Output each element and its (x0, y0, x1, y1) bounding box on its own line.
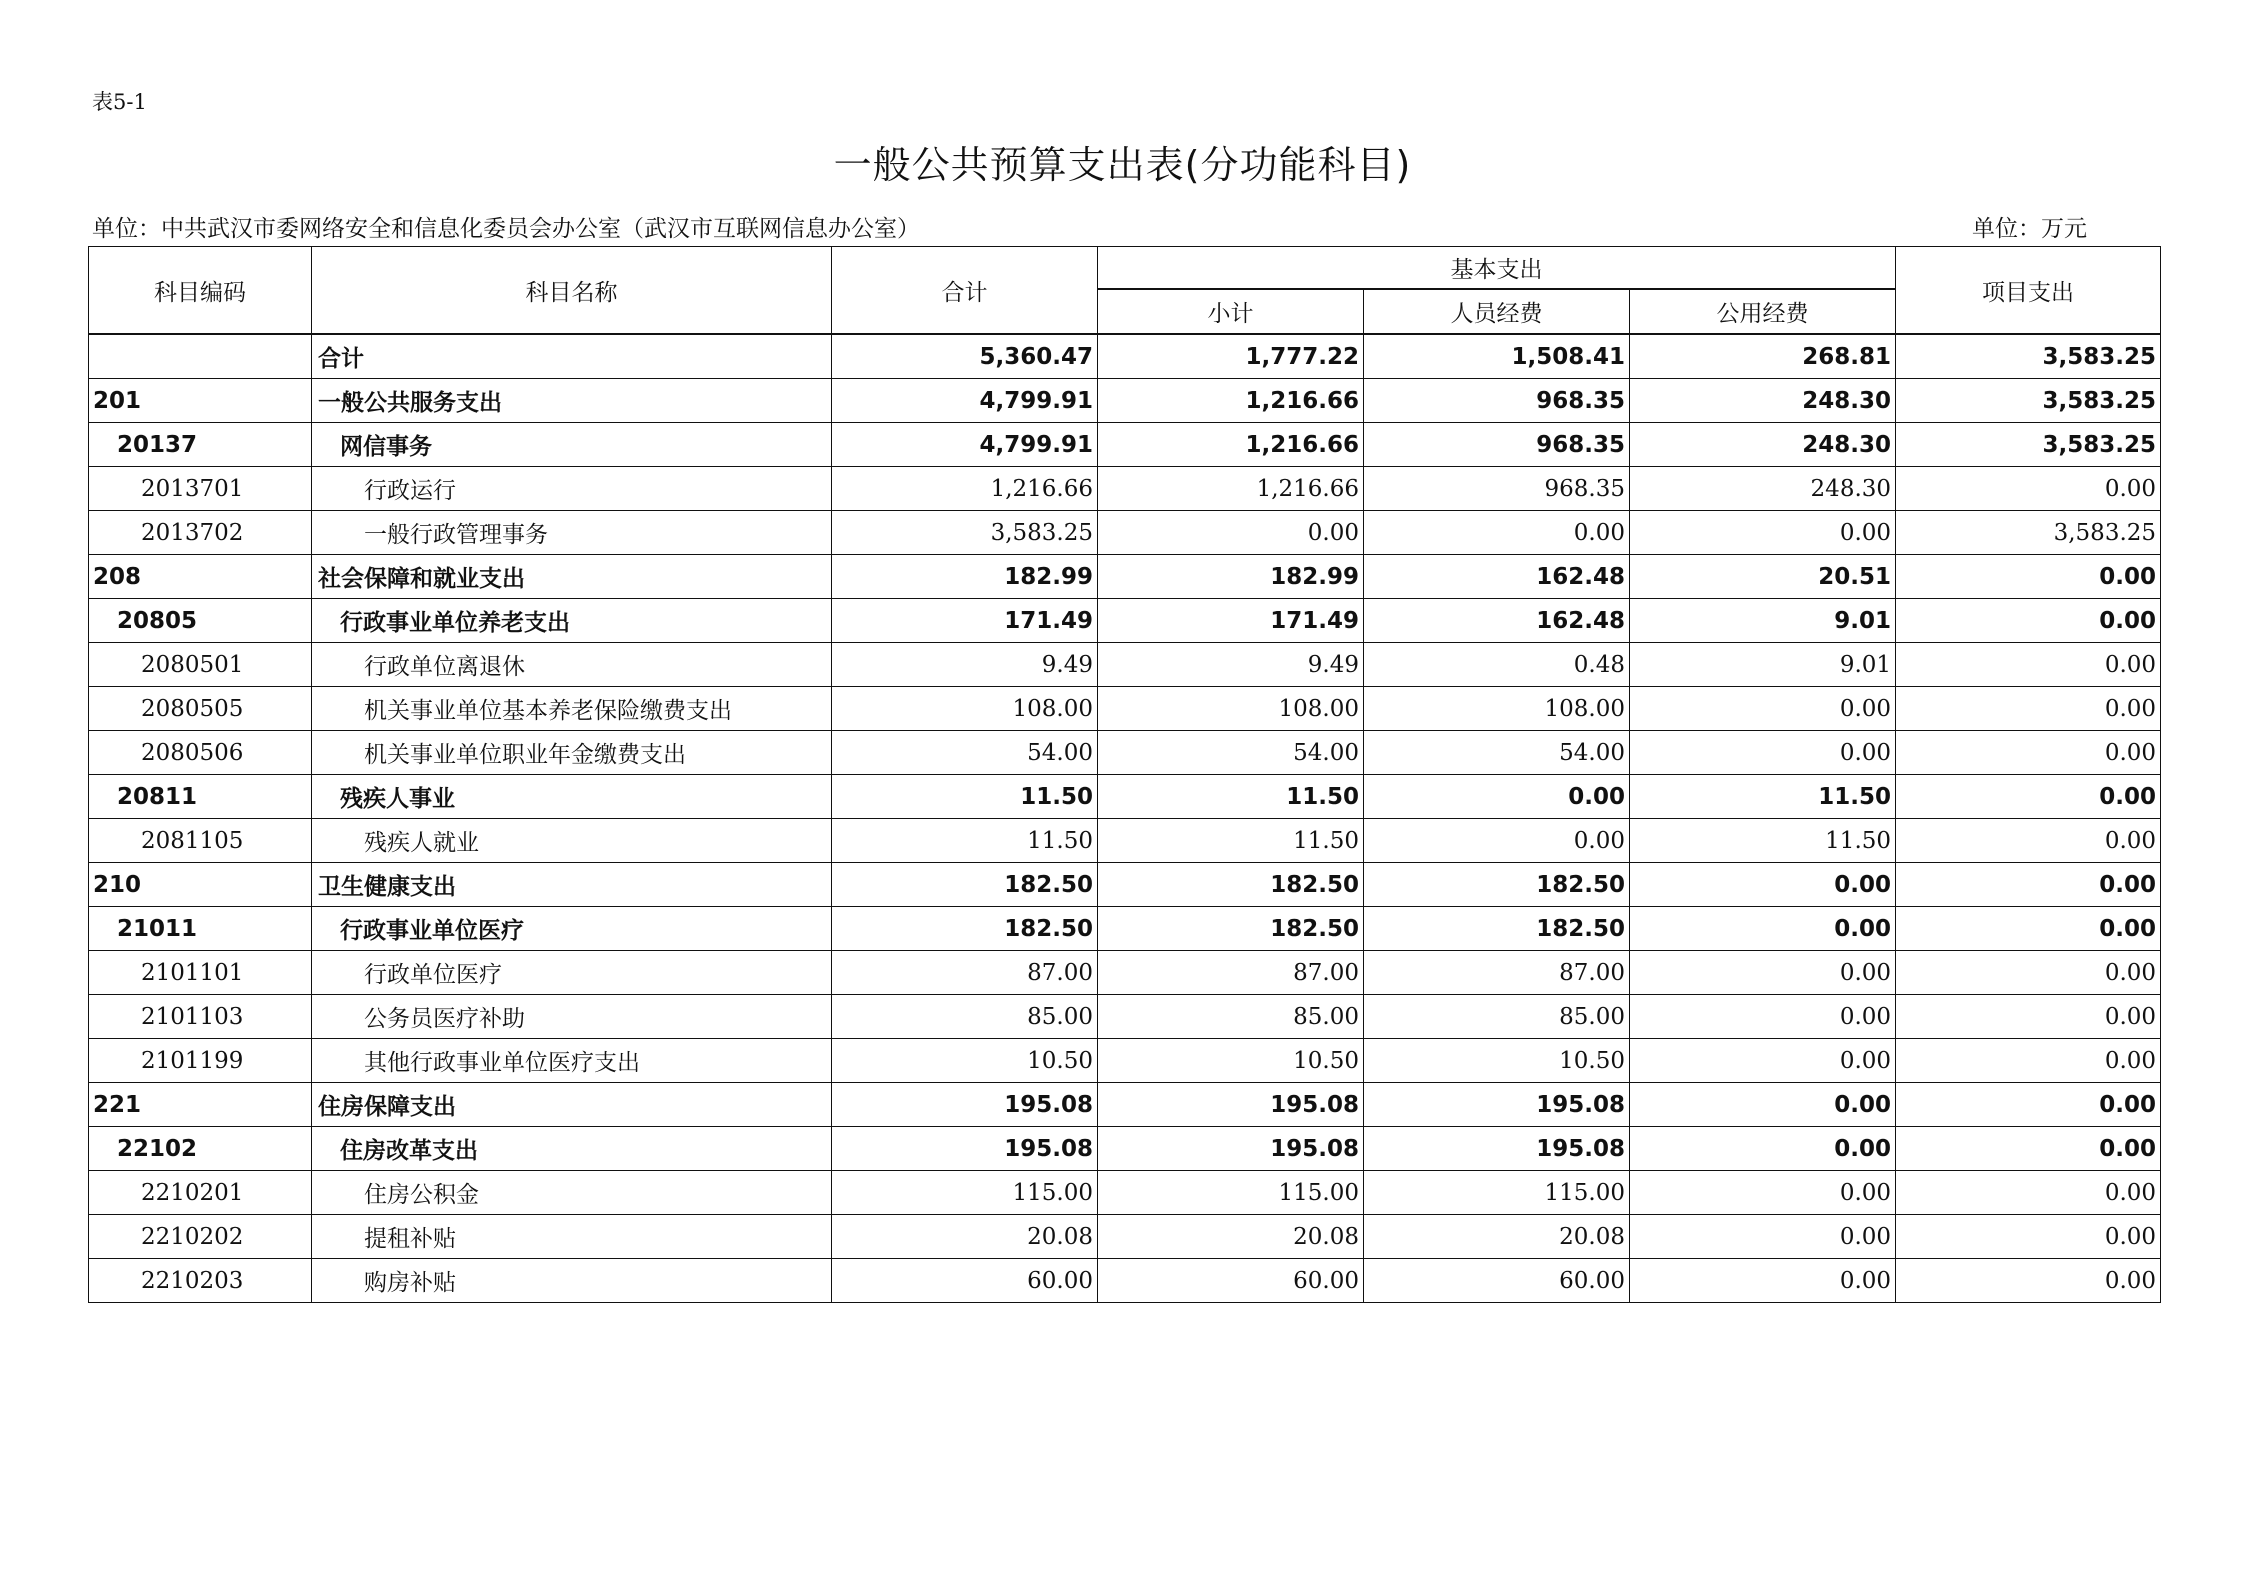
cell-project: 0.00 (1896, 1127, 2161, 1171)
cell-code: 20805 (89, 599, 312, 643)
cell-total: 54.00 (832, 731, 1098, 775)
cell-name: 残疾人就业 (312, 819, 832, 863)
cell-public: 9.01 (1630, 599, 1896, 643)
table-row (89, 467, 2161, 511)
table-number: 表5-1 (92, 90, 147, 114)
cell-name: 残疾人事业 (312, 775, 832, 819)
col-header-personnel: 人员经费 (1364, 289, 1630, 334)
cell-personnel: 115.00 (1364, 1171, 1630, 1215)
cell-name: 住房改革支出 (312, 1127, 832, 1171)
cell-personnel: 87.00 (1364, 951, 1630, 995)
cell-subtotal: 1,216.66 (1098, 379, 1364, 423)
cell-code: 221 (89, 1083, 312, 1127)
cell-public: 0.00 (1630, 951, 1896, 995)
cell-name: 社会保障和就业支出 (312, 555, 832, 599)
table-row (89, 907, 2161, 951)
cell-personnel: 195.08 (1364, 1127, 1630, 1171)
organization-unit: 单位：中共武汉市委网络安全和信息化委员会办公室（武汉市互联网信息办公室） (92, 216, 920, 242)
cell-subtotal: 1,777.22 (1098, 334, 1364, 379)
cell-personnel: 85.00 (1364, 995, 1630, 1039)
cell-subtotal: 195.08 (1098, 1127, 1364, 1171)
cell-name: 一般公共服务支出 (312, 379, 832, 423)
col-header-project: 项目支出 (1896, 247, 2161, 335)
cell-name: 合计 (312, 334, 832, 379)
cell-code: 2080506 (89, 731, 312, 775)
cell-public: 20.51 (1630, 555, 1896, 599)
cell-project: 0.00 (1896, 731, 2161, 775)
cell-total: 1,216.66 (832, 467, 1098, 511)
cell-name: 购房补贴 (312, 1259, 832, 1303)
cell-personnel: 162.48 (1364, 555, 1630, 599)
cell-total: 85.00 (832, 995, 1098, 1039)
table-row (89, 687, 2161, 731)
cell-public: 248.30 (1630, 379, 1896, 423)
cell-total: 182.50 (832, 863, 1098, 907)
cell-name: 行政事业单位医疗 (312, 907, 832, 951)
cell-personnel: 182.50 (1364, 863, 1630, 907)
cell-total: 9.49 (832, 643, 1098, 687)
cell-project: 3,583.25 (1896, 334, 2161, 379)
cell-public: 0.00 (1630, 1083, 1896, 1127)
table-row (89, 555, 2161, 599)
cell-total: 108.00 (832, 687, 1098, 731)
cell-subtotal: 182.50 (1098, 863, 1364, 907)
cell-name: 住房保障支出 (312, 1083, 832, 1127)
cell-personnel: 0.00 (1364, 511, 1630, 555)
table-row (89, 511, 2161, 555)
cell-subtotal: 20.08 (1098, 1215, 1364, 1259)
cell-code: 2081105 (89, 819, 312, 863)
table-row (89, 1039, 2161, 1083)
cell-personnel: 20.08 (1364, 1215, 1630, 1259)
cell-total: 115.00 (832, 1171, 1098, 1215)
cell-total: 182.99 (832, 555, 1098, 599)
table-header (89, 247, 2161, 335)
cell-code: 21011 (89, 907, 312, 951)
cell-project: 0.00 (1896, 819, 2161, 863)
cell-total: 60.00 (832, 1259, 1098, 1303)
table-row (89, 951, 2161, 995)
cell-public: 11.50 (1630, 775, 1896, 819)
cell-code: 2080501 (89, 643, 312, 687)
table-row (89, 643, 2161, 687)
cell-code: 2101101 (89, 951, 312, 995)
cell-personnel: 54.00 (1364, 731, 1630, 775)
cell-subtotal: 9.49 (1098, 643, 1364, 687)
cell-personnel: 60.00 (1364, 1259, 1630, 1303)
cell-subtotal: 87.00 (1098, 951, 1364, 995)
cell-total: 87.00 (832, 951, 1098, 995)
budget-table (88, 246, 2161, 1303)
cell-subtotal: 1,216.66 (1098, 467, 1364, 511)
cell-project: 0.00 (1896, 467, 2161, 511)
cell-code: 20137 (89, 423, 312, 467)
table-row (89, 1215, 2161, 1259)
cell-code: 2210202 (89, 1215, 312, 1259)
cell-name: 一般行政管理事务 (312, 511, 832, 555)
cell-public: 248.30 (1630, 467, 1896, 511)
cell-name: 其他行政事业单位医疗支出 (312, 1039, 832, 1083)
cell-name: 行政单位医疗 (312, 951, 832, 995)
cell-project: 0.00 (1896, 599, 2161, 643)
cell-personnel: 968.35 (1364, 467, 1630, 511)
cell-public: 0.00 (1630, 1259, 1896, 1303)
cell-code: 208 (89, 555, 312, 599)
table-row (89, 819, 2161, 863)
cell-public: 0.00 (1630, 863, 1896, 907)
table-body (89, 334, 2161, 1303)
cell-code: 2101199 (89, 1039, 312, 1083)
table-row (89, 599, 2161, 643)
cell-personnel: 10.50 (1364, 1039, 1630, 1083)
cell-subtotal: 60.00 (1098, 1259, 1364, 1303)
cell-subtotal: 171.49 (1098, 599, 1364, 643)
page-title: 一般公共预算支出表(分功能科目) (833, 143, 1412, 187)
cell-subtotal: 115.00 (1098, 1171, 1364, 1215)
cell-project: 0.00 (1896, 1039, 2161, 1083)
table-row (89, 863, 2161, 907)
cell-public: 0.00 (1630, 1127, 1896, 1171)
cell-code (89, 334, 312, 379)
cell-public: 268.81 (1630, 334, 1896, 379)
cell-personnel: 968.35 (1364, 379, 1630, 423)
col-header-basic: 基本支出 (1098, 247, 1896, 290)
cell-total: 4,799.91 (832, 379, 1098, 423)
cell-code: 2080505 (89, 687, 312, 731)
cell-project: 0.00 (1896, 643, 2161, 687)
cell-personnel: 0.48 (1364, 643, 1630, 687)
cell-subtotal: 10.50 (1098, 1039, 1364, 1083)
cell-name: 提租补贴 (312, 1215, 832, 1259)
cell-total: 4,799.91 (832, 423, 1098, 467)
cell-code: 2013702 (89, 511, 312, 555)
cell-project: 0.00 (1896, 995, 2161, 1039)
cell-public: 9.01 (1630, 643, 1896, 687)
cell-public: 0.00 (1630, 511, 1896, 555)
table-row (89, 1259, 2161, 1303)
cell-public: 0.00 (1630, 1215, 1896, 1259)
cell-subtotal: 85.00 (1098, 995, 1364, 1039)
cell-code: 22102 (89, 1127, 312, 1171)
cell-total: 11.50 (832, 819, 1098, 863)
cell-subtotal: 1,216.66 (1098, 423, 1364, 467)
cell-name: 行政运行 (312, 467, 832, 511)
cell-name: 住房公积金 (312, 1171, 832, 1215)
cell-subtotal: 54.00 (1098, 731, 1364, 775)
cell-project: 0.00 (1896, 907, 2161, 951)
cell-subtotal: 182.99 (1098, 555, 1364, 599)
cell-public: 0.00 (1630, 1171, 1896, 1215)
cell-project: 0.00 (1896, 1215, 2161, 1259)
col-header-public: 公用经费 (1630, 289, 1896, 334)
cell-total: 171.49 (832, 599, 1098, 643)
cell-code: 2210201 (89, 1171, 312, 1215)
cell-personnel: 108.00 (1364, 687, 1630, 731)
cell-public: 248.30 (1630, 423, 1896, 467)
cell-name: 网信事务 (312, 423, 832, 467)
cell-total: 11.50 (832, 775, 1098, 819)
cell-public: 0.00 (1630, 687, 1896, 731)
cell-code: 210 (89, 863, 312, 907)
cell-public: 0.00 (1630, 995, 1896, 1039)
cell-project: 0.00 (1896, 951, 2161, 995)
table-row (89, 423, 2161, 467)
cell-total: 195.08 (832, 1083, 1098, 1127)
cell-personnel: 968.35 (1364, 423, 1630, 467)
cell-personnel: 195.08 (1364, 1083, 1630, 1127)
cell-total: 5,360.47 (832, 334, 1098, 379)
table-row (89, 1127, 2161, 1171)
table-row (89, 1171, 2161, 1215)
cell-personnel: 182.50 (1364, 907, 1630, 951)
cell-total: 20.08 (832, 1215, 1098, 1259)
cell-name: 机关事业单位基本养老保险缴费支出 (312, 687, 832, 731)
cell-project: 0.00 (1896, 555, 2161, 599)
cell-project: 3,583.25 (1896, 423, 2161, 467)
table-row (89, 731, 2161, 775)
currency-unit: 单位：万元 (1972, 216, 2087, 242)
cell-personnel: 1,508.41 (1364, 334, 1630, 379)
cell-subtotal: 11.50 (1098, 819, 1364, 863)
cell-subtotal: 182.50 (1098, 907, 1364, 951)
col-header-code: 科目编码 (89, 247, 312, 335)
cell-personnel: 0.00 (1364, 775, 1630, 819)
cell-project: 0.00 (1896, 1171, 2161, 1215)
cell-public: 11.50 (1630, 819, 1896, 863)
cell-public: 0.00 (1630, 731, 1896, 775)
cell-total: 195.08 (832, 1127, 1098, 1171)
cell-code: 2210203 (89, 1259, 312, 1303)
cell-name: 卫生健康支出 (312, 863, 832, 907)
cell-name: 公务员医疗补助 (312, 995, 832, 1039)
col-header-name: 科目名称 (312, 247, 832, 335)
cell-project: 0.00 (1896, 775, 2161, 819)
cell-public: 0.00 (1630, 907, 1896, 951)
cell-project: 0.00 (1896, 1259, 2161, 1303)
cell-total: 10.50 (832, 1039, 1098, 1083)
table-row (89, 379, 2161, 423)
col-header-subtotal: 小计 (1098, 289, 1364, 334)
cell-name: 行政事业单位养老支出 (312, 599, 832, 643)
table-row (89, 1083, 2161, 1127)
cell-total: 182.50 (832, 907, 1098, 951)
cell-subtotal: 0.00 (1098, 511, 1364, 555)
cell-total: 3,583.25 (832, 511, 1098, 555)
cell-project: 3,583.25 (1896, 379, 2161, 423)
cell-project: 0.00 (1896, 863, 2161, 907)
col-header-total: 合计 (832, 247, 1098, 335)
cell-code: 201 (89, 379, 312, 423)
cell-subtotal: 108.00 (1098, 687, 1364, 731)
cell-public: 0.00 (1630, 1039, 1896, 1083)
table-row (89, 775, 2161, 819)
cell-personnel: 162.48 (1364, 599, 1630, 643)
cell-name: 行政单位离退休 (312, 643, 832, 687)
cell-name: 机关事业单位职业年金缴费支出 (312, 731, 832, 775)
cell-code: 2101103 (89, 995, 312, 1039)
cell-project: 0.00 (1896, 1083, 2161, 1127)
cell-code: 2013701 (89, 467, 312, 511)
cell-personnel: 0.00 (1364, 819, 1630, 863)
cell-project: 3,583.25 (1896, 511, 2161, 555)
cell-subtotal: 195.08 (1098, 1083, 1364, 1127)
table-row (89, 334, 2161, 379)
cell-subtotal: 11.50 (1098, 775, 1364, 819)
cell-project: 0.00 (1896, 687, 2161, 731)
cell-code: 20811 (89, 775, 312, 819)
table-row (89, 995, 2161, 1039)
